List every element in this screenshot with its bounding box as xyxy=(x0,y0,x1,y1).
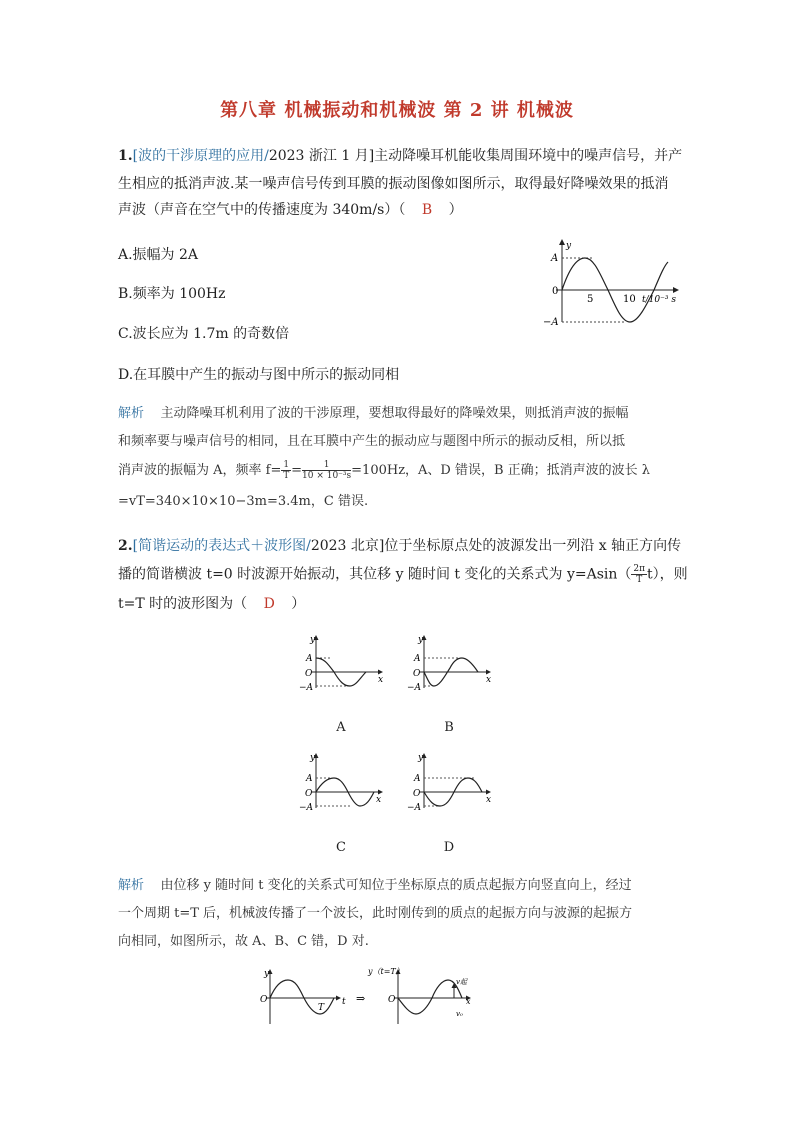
graph-t-label: t/10⁻³ s xyxy=(642,295,676,305)
svg-text:−A: −A xyxy=(407,683,422,693)
q1-solution-line-3: 消声波的振幅为 A，频率 f= $\frac{1}{T}=$ $\frac{1}{\text{10 × 10⁻³s}}=100Hz$，A、D 错误，B 正确；抵消声波的波长 λ xyxy=(118,460,651,481)
q2-source: 2023 北京] xyxy=(310,538,385,554)
svg-text:O: O xyxy=(413,669,421,679)
svg-text:y: y xyxy=(310,753,316,763)
svg-text:O: O xyxy=(305,789,313,799)
svg-text:O: O xyxy=(260,995,268,1005)
q2-text-2b: t），则 xyxy=(647,566,688,583)
q2-solution-figure xyxy=(252,964,482,1028)
q1-option-b: B.频率为 100Hz xyxy=(118,286,226,302)
graph-tick-10: 10 xyxy=(623,294,636,305)
q2-solution-line-3: 向相同，如图所示，故 A、B、C 错，D 对. xyxy=(118,934,369,949)
q2-text-1: 位于坐标原点处的波源发出一列沿 x 轴正方向传 xyxy=(384,538,682,554)
svg-text:x: x xyxy=(466,997,471,1006)
graph-zero-label: 0 xyxy=(552,286,559,297)
q1-text-1: 主动降噪耳机能收集周围环境中的噪声信号，并产 xyxy=(374,148,683,164)
q1-line-1 xyxy=(118,146,682,166)
implies-arrow-icon: ⇒ xyxy=(356,992,366,1005)
q1-topic-tag: [波的干涉原理的应用/ xyxy=(132,148,269,164)
svg-text:O: O xyxy=(413,789,421,799)
svg-text:y: y xyxy=(264,969,270,979)
q1-option-c: C.波长应为 1.7m 的奇数倍 xyxy=(118,326,290,342)
q2-solution-label: 解析 xyxy=(118,878,145,893)
svg-text:A: A xyxy=(414,654,421,664)
svg-text:O: O xyxy=(305,669,313,679)
q1-option-d: D.在耳膜中产生的振动与图中所示的振动同相 xyxy=(118,367,400,383)
q1-solution-line-1 xyxy=(118,404,629,424)
q2-solution-line-1 xyxy=(118,876,632,896)
svg-text:A: A xyxy=(414,774,421,784)
graph-neg-a-label: −A xyxy=(543,317,559,328)
q2-number: 2. xyxy=(118,538,133,554)
graph-option-a xyxy=(299,635,383,693)
q1-solution-text-3b: =100Hz，A、D 错误，B 正确；抵消声波的波长 λ xyxy=(351,463,651,478)
q2-solution-text-1: 由位移 y 随时间 t 变化的关系式可知位于坐标原点的质点起振方向竖直向上，经过 xyxy=(160,878,632,893)
caption-b: B xyxy=(444,720,454,735)
graph-tick-5: 5 xyxy=(587,294,594,305)
q2-text-2a: 播的简谐横波 t=0 时波源开始振动，其位移 y 随时间 t 变化的关系式为 y=Asin（ xyxy=(118,566,632,583)
svg-text:T: T xyxy=(318,1003,325,1013)
svg-text:−A: −A xyxy=(407,803,422,813)
q1-solution-text-3a: 消声波的振幅为 A，频率 f= xyxy=(118,463,282,478)
caption-c: C xyxy=(336,840,346,855)
q1-option-a: A.振幅为 2A xyxy=(118,247,199,263)
fraction-1-over-t: $\frac{1}{T}$ xyxy=(283,460,290,481)
q1-solution-text-1: 主动降噪耳机利用了波的干涉原理，要想取得最好的降噪效果，则抵消声波的振幅 xyxy=(160,406,629,421)
svg-text:A: A xyxy=(306,774,313,784)
q2-close: ） xyxy=(291,596,306,612)
fraction-1-over-period: $\frac{1}{\text{10 × 10⁻³s}}$ xyxy=(302,460,352,481)
q1-answer: B xyxy=(421,202,433,218)
q1-number: 1. xyxy=(118,148,133,164)
svg-text:y: y xyxy=(418,753,424,763)
q1-line-2: 生相应的抵消声波.某一噪声信号传到耳膜的振动图像如图所示，取得最好降噪效果的抵消 xyxy=(118,176,669,192)
svg-text:A: A xyxy=(306,654,313,664)
svg-text:v₀: v₀ xyxy=(456,1010,463,1018)
q1-source: 2023 浙江 1 月] xyxy=(268,148,375,164)
q2-text-3: t=T 时的波形图为（ xyxy=(118,596,248,612)
graph-y-label: y xyxy=(566,241,572,251)
svg-text:x: x xyxy=(378,675,384,685)
svg-text:−A: −A xyxy=(299,803,314,813)
q1-line-3 xyxy=(118,200,463,220)
q1-text-3: 声波（声音在空气中的传播速度为 340m/s）（ xyxy=(118,202,406,218)
q2-option-graphs xyxy=(290,628,530,858)
q1-vibration-graph xyxy=(538,236,688,332)
q1-solution-label: 解析 xyxy=(118,406,145,421)
svg-text:t: t xyxy=(342,997,346,1007)
graph-option-b xyxy=(407,635,491,693)
q2-answer: D xyxy=(263,596,275,612)
svg-text:v起: v起 xyxy=(456,978,467,986)
graph-option-d xyxy=(407,753,491,813)
q2-solution-line-2: 一个周期 t=T 后，机械波传播了一个波长，此时刚传到的质点的起振方向与波源的起振方 xyxy=(118,906,633,921)
svg-text:x: x xyxy=(486,795,492,805)
page-title: 第八章 机械振动和机械波 第 2 讲 机械波 xyxy=(220,100,574,121)
q2-topic-tag: [简谐运动的表达式＋波形图/ xyxy=(132,538,311,554)
q2-line-3 xyxy=(118,594,305,614)
graph-a-label: A xyxy=(551,253,559,264)
svg-text:y: y xyxy=(418,635,424,645)
caption-d: D xyxy=(443,840,455,855)
q1-solution-line-2: 和频率要与噪声信号的相同，且在耳膜中产生的振动应与题图中所示的振动反相，所以抵 xyxy=(118,434,626,449)
svg-text:x: x xyxy=(376,795,382,805)
q1-solution-line-4: =vT=340×10×10−3m=3.4m，C 错误. xyxy=(118,494,369,509)
svg-text:−A: −A xyxy=(299,683,314,693)
q2-line-2 xyxy=(118,564,688,585)
svg-text:x: x xyxy=(486,675,492,685)
fraction-2pi-over-t: $\frac{2\pi}{T}$ xyxy=(633,564,646,585)
caption-a: A xyxy=(336,720,346,735)
q1-close: ） xyxy=(448,202,463,218)
svg-text:O: O xyxy=(388,995,396,1005)
svg-text:y（t=T）: y（t=T） xyxy=(368,967,404,976)
q2-line-1 xyxy=(118,536,681,556)
graph-option-c xyxy=(299,753,382,813)
svg-text:y: y xyxy=(310,635,316,645)
